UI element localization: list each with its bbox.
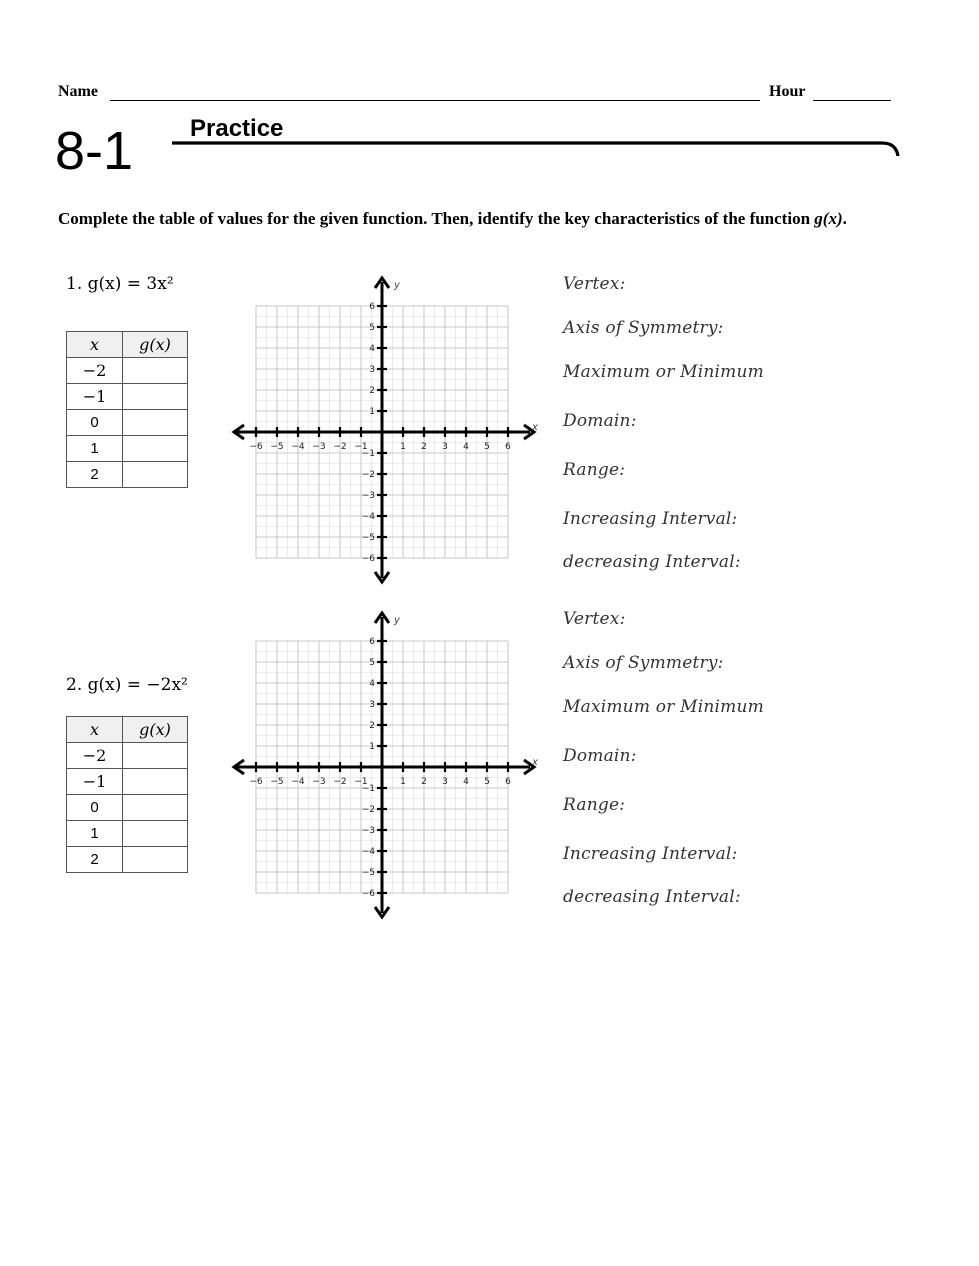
y-tick-label: 3 xyxy=(369,700,375,710)
table-cell-x: 1 xyxy=(67,821,123,847)
y-axis-label: y xyxy=(394,615,400,626)
decreasing-interval-label: decreasing Interval: xyxy=(563,552,741,572)
table-cell-x: 1 xyxy=(67,436,123,462)
y-tick-label: −6 xyxy=(361,554,375,564)
y-tick-label: 4 xyxy=(369,344,375,354)
x-tick-label: −5 xyxy=(270,777,284,787)
increasing-interval-label: Increasing Interval: xyxy=(563,844,738,864)
x-tick-label: −5 xyxy=(270,442,284,452)
table-cell-answer[interactable] xyxy=(123,821,188,847)
table-cell-x: −2 xyxy=(67,743,123,769)
table-cell-x: 2 xyxy=(67,462,123,488)
vertex-label: Vertex: xyxy=(563,274,626,294)
y-tick-label: −2 xyxy=(361,805,375,815)
problem-1-coordinate-grid[interactable] xyxy=(228,274,540,586)
x-tick-label: −1 xyxy=(354,442,368,452)
x-tick-label: −6 xyxy=(249,442,263,452)
x-tick-label: 5 xyxy=(484,442,490,452)
x-tick-label: 3 xyxy=(442,442,448,452)
y-tick-label: −5 xyxy=(361,868,375,878)
name-field[interactable] xyxy=(110,100,760,101)
y-tick-label: 6 xyxy=(369,302,375,312)
lesson-title: Practice xyxy=(190,115,284,142)
x-tick-label: 1 xyxy=(400,777,406,787)
table-header-x: x xyxy=(67,332,123,358)
table-cell-x: −1 xyxy=(67,769,123,795)
max-min-label: Maximum or Minimum xyxy=(563,697,764,717)
x-tick-label: −4 xyxy=(291,777,305,787)
table-header-x: x xyxy=(67,717,123,743)
y-tick-label: −3 xyxy=(361,826,375,836)
table-cell-answer[interactable] xyxy=(123,358,188,384)
problem-2-label: 2. g(x) = −2x² xyxy=(66,675,188,695)
y-tick-label: −5 xyxy=(361,533,375,543)
y-tick-label: 2 xyxy=(369,721,375,731)
x-tick-label: 6 xyxy=(505,777,511,787)
table-cell-x: 2 xyxy=(67,847,123,873)
table-cell-x: 0 xyxy=(67,795,123,821)
x-tick-label: 3 xyxy=(442,777,448,787)
vertex-label: Vertex: xyxy=(563,609,626,629)
title-rule xyxy=(170,136,902,160)
y-tick-label: −6 xyxy=(361,889,375,899)
axis-of-symmetry-label: Axis of Symmetry: xyxy=(563,318,724,338)
x-tick-label: 1 xyxy=(400,442,406,452)
x-tick-label: −6 xyxy=(249,777,263,787)
y-tick-label: 2 xyxy=(369,386,375,396)
x-axis-label: x xyxy=(532,757,538,768)
hour-label: Hour xyxy=(769,83,806,100)
table-cell-answer[interactable] xyxy=(123,462,188,488)
y-tick-label: 5 xyxy=(369,323,375,333)
hour-field[interactable] xyxy=(813,100,891,101)
table-cell-answer[interactable] xyxy=(123,384,188,410)
table-cell-answer[interactable] xyxy=(123,795,188,821)
y-axis-label: y xyxy=(394,280,400,291)
x-tick-label: 6 xyxy=(505,442,511,452)
y-tick-label: 3 xyxy=(369,365,375,375)
problem-2-coordinate-grid[interactable] xyxy=(228,609,540,921)
problem-2-table xyxy=(66,716,188,873)
x-axis-label: x xyxy=(532,422,538,433)
y-tick-label: −4 xyxy=(361,847,375,857)
x-tick-label: −3 xyxy=(312,777,326,787)
y-tick-label: 1 xyxy=(369,742,375,752)
problem-1-label: 1. g(x) = 3x² xyxy=(66,274,174,294)
table-cell-answer[interactable] xyxy=(123,436,188,462)
x-tick-label: 2 xyxy=(421,777,427,787)
lesson-number: 8-1 xyxy=(55,121,134,181)
table-header-g: g(x) xyxy=(123,717,188,743)
decreasing-interval-label: decreasing Interval: xyxy=(563,887,741,907)
table-cell-x: −2 xyxy=(67,358,123,384)
name-label: Name xyxy=(58,83,98,100)
x-tick-label: 4 xyxy=(463,442,469,452)
range-label: Range: xyxy=(563,460,626,480)
y-tick-label: 6 xyxy=(369,637,375,647)
y-tick-label: 1 xyxy=(369,407,375,417)
domain-label: Domain: xyxy=(563,411,637,431)
y-tick-label: −3 xyxy=(361,491,375,501)
y-tick-label: −2 xyxy=(361,470,375,480)
x-tick-label: 2 xyxy=(421,442,427,452)
problem-1-table xyxy=(66,331,188,488)
x-tick-label: −2 xyxy=(333,442,347,452)
table-cell-answer[interactable] xyxy=(123,847,188,873)
table-cell-x: 0 xyxy=(67,410,123,436)
x-tick-label: −3 xyxy=(312,442,326,452)
table-cell-answer[interactable] xyxy=(123,410,188,436)
x-tick-label: 4 xyxy=(463,777,469,787)
table-header-g: g(x) xyxy=(123,332,188,358)
max-min-label: Maximum or Minimum xyxy=(563,362,764,382)
x-tick-label: 5 xyxy=(484,777,490,787)
axis-of-symmetry-label: Axis of Symmetry: xyxy=(563,653,724,673)
table-cell-answer[interactable] xyxy=(123,769,188,795)
y-tick-label: 4 xyxy=(369,679,375,689)
table-cell-answer[interactable] xyxy=(123,743,188,769)
table-cell-x: −1 xyxy=(67,384,123,410)
y-tick-label: −1 xyxy=(361,784,375,794)
y-tick-label: −1 xyxy=(361,449,375,459)
y-tick-label: −4 xyxy=(361,512,375,522)
x-tick-label: −1 xyxy=(354,777,368,787)
y-tick-label: 5 xyxy=(369,658,375,668)
x-tick-label: −4 xyxy=(291,442,305,452)
range-label: Range: xyxy=(563,795,626,815)
x-tick-label: −2 xyxy=(333,777,347,787)
domain-label: Domain: xyxy=(563,746,637,766)
increasing-interval-label: Increasing Interval: xyxy=(563,509,738,529)
instructions: Complete the table of values for the given function. Then, identify the key characteristics of the function g(x). xyxy=(58,209,847,228)
